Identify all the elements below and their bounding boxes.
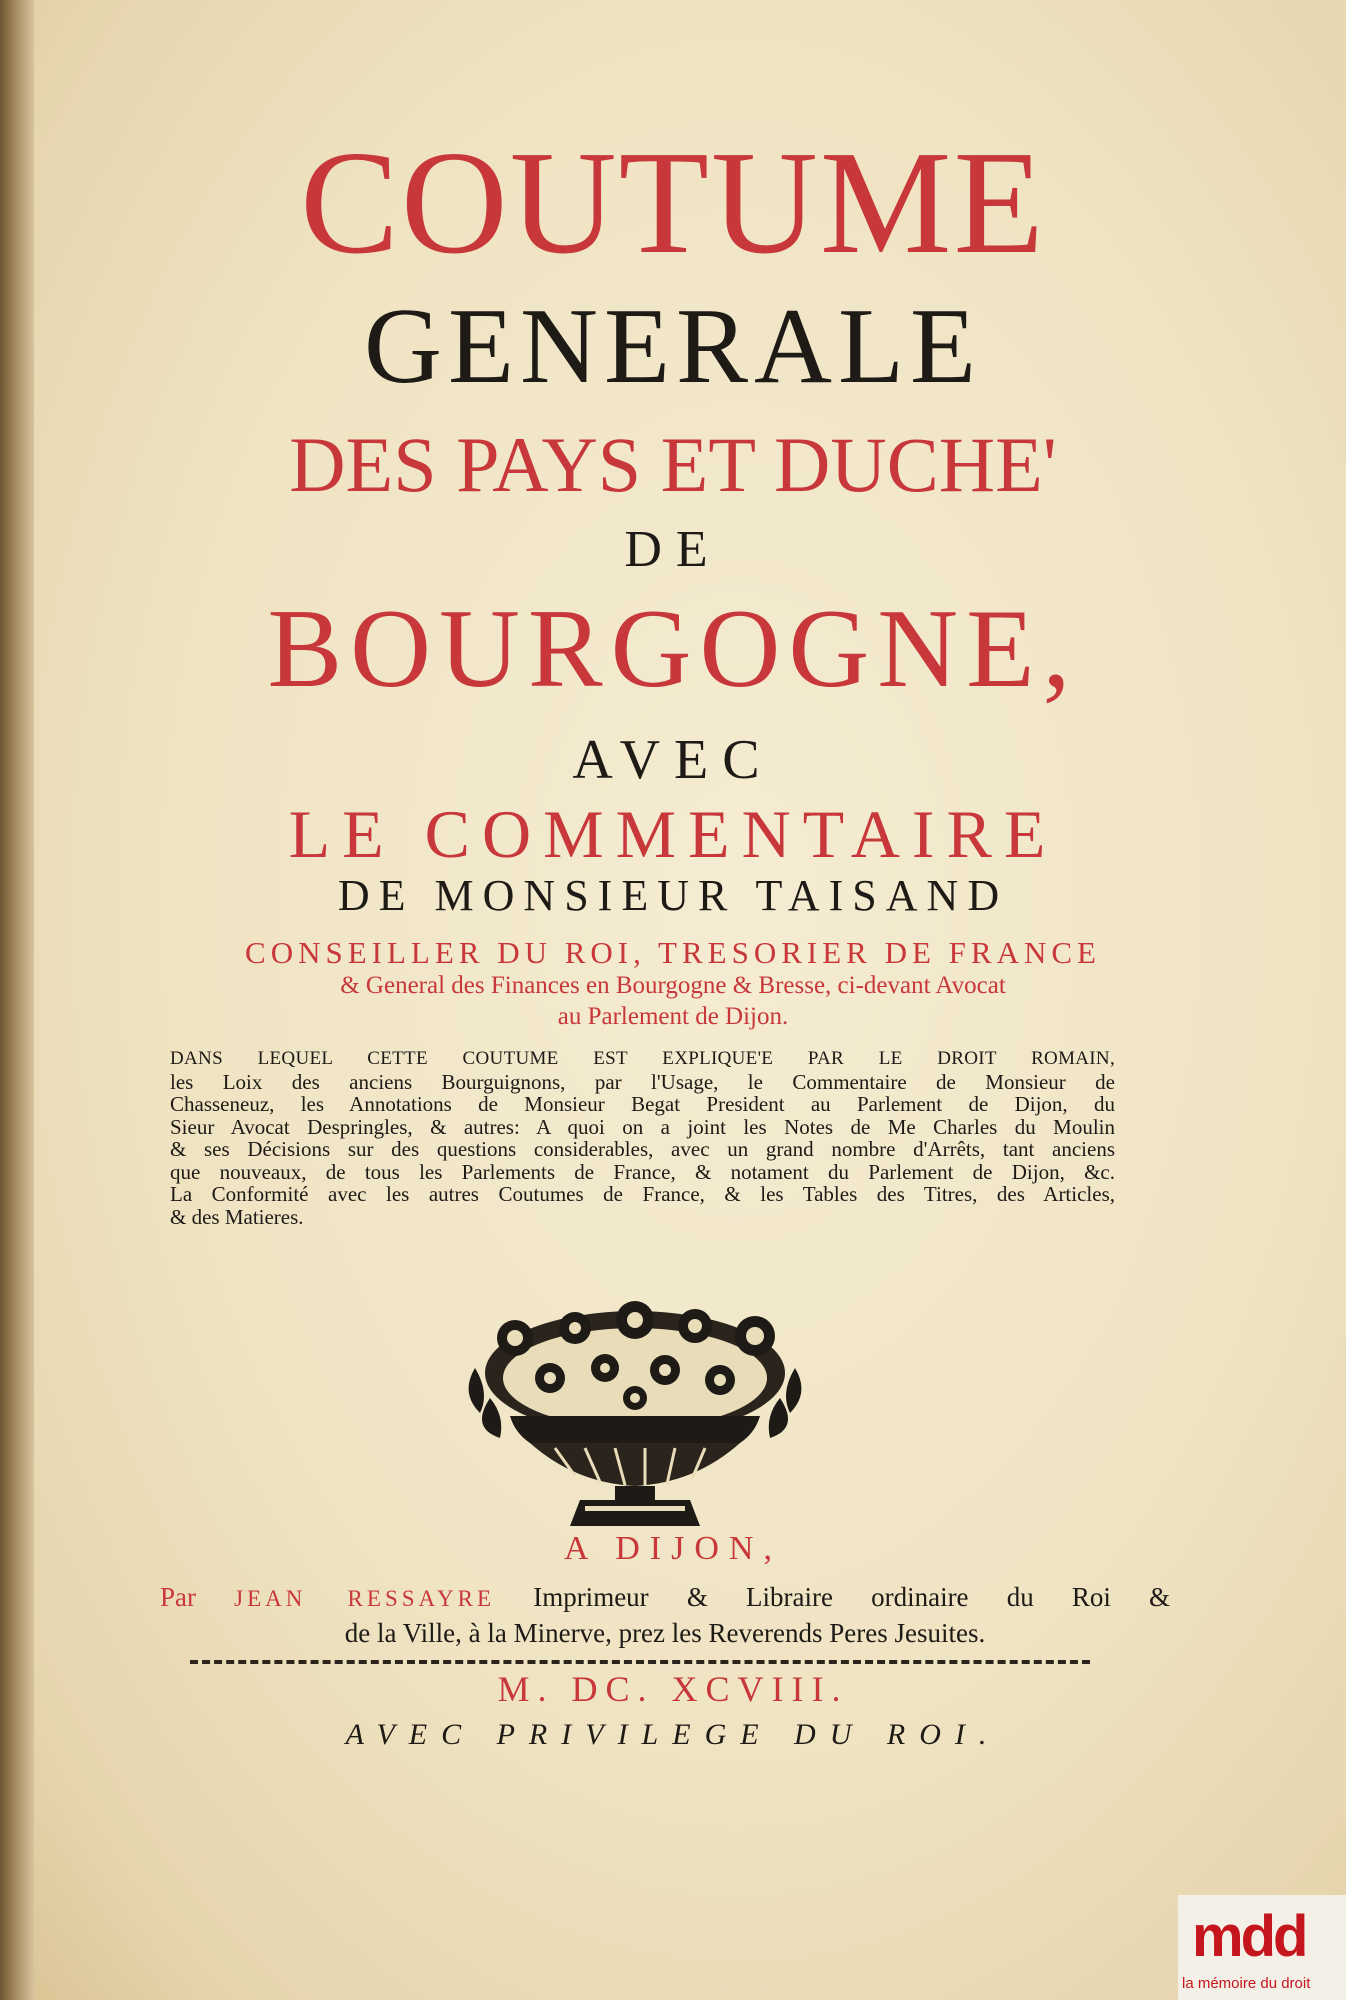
description-line: La Conformité avec les autres Coutumes de France, & les Tables des Titres, des Articles, <box>170 1182 1115 1206</box>
description-line: Chasseneuz, les Annotations de Monsieur Begat President au Parlement de Dijon, du <box>170 1092 1115 1116</box>
author-title-line-1: CONSEILLER DU ROI, TRESORIER DE FRANCE <box>245 935 1101 970</box>
imprint-by: Par <box>160 1582 196 1612</box>
watermark-tagline: la mémoire du droit <box>1182 1975 1311 1992</box>
flower-basket-icon <box>455 1298 815 1533</box>
title-line-bourgogne: BOURGOGNE, <box>267 587 1079 711</box>
title-line-pays-duche: DES PAYS ET DUCHE' <box>289 421 1057 508</box>
description-line: les Loix des anciens Bourguignons, par l'Usage, le Commentaire de Monsieur de <box>170 1069 1115 1094</box>
description-line: Sieur Avocat Despringles, & autres: A quoi on a joint les Notes de Me Charles du Moulin <box>170 1114 1115 1139</box>
imprint-place: A DIJON, <box>564 1530 782 1567</box>
title-line-avec: AVEC <box>572 729 774 791</box>
imprint-line-2: de la Ville, à la Minerve, prez les Reverends Peres Jesuites. <box>344 1618 986 1648</box>
description-line: DANS LEQUEL CETTE COUTUME EST EXPLIQUE'E PAR LE DROIT ROMAIN, <box>170 1048 1115 1069</box>
description-paragraph <box>170 1048 1115 1228</box>
watermark-mark: mdd <box>1192 1904 1306 1969</box>
imprint-line-1-rest: Imprimeur & Libraire ordinaire du Roi & <box>533 1582 1171 1612</box>
imprint-privilege: AVEC PRIVILEGE DU ROI. <box>345 1718 1001 1751</box>
title-line-de: DE <box>624 521 722 578</box>
imprint-printer: JEAN RESSAYRE <box>234 1586 496 1611</box>
description-line: que nouveaux, de tous les Parlements de France, & notament du Parlement de Dijon, &c. <box>170 1159 1115 1184</box>
title-line-coutume: COUTUME <box>300 121 1046 285</box>
watermark-logo <box>1178 1895 1346 2000</box>
author-title-line-2: & General des Finances en Bourgogne & Bresse, ci-devant Avocat <box>340 972 1006 999</box>
title-line-author: DE MONSIEUR TAISAND <box>337 871 1009 920</box>
separator-rule <box>190 1660 1090 1664</box>
description-line: & des Matieres. <box>170 1204 304 1229</box>
title-line-commentaire: LE COMMENTAIRE <box>288 796 1058 872</box>
imprint-line-1 <box>160 1582 1170 1613</box>
description-line: & ses Décisions sur des questions considerables, avec un grand nombre d'Arrêts, tant anciens <box>170 1137 1115 1161</box>
imprint-year: M. DC. XCVIII. <box>497 1669 849 1709</box>
title-line-generale: GENERALE <box>364 287 982 406</box>
author-title-line-3: au Parlement de Dijon. <box>557 1003 789 1030</box>
